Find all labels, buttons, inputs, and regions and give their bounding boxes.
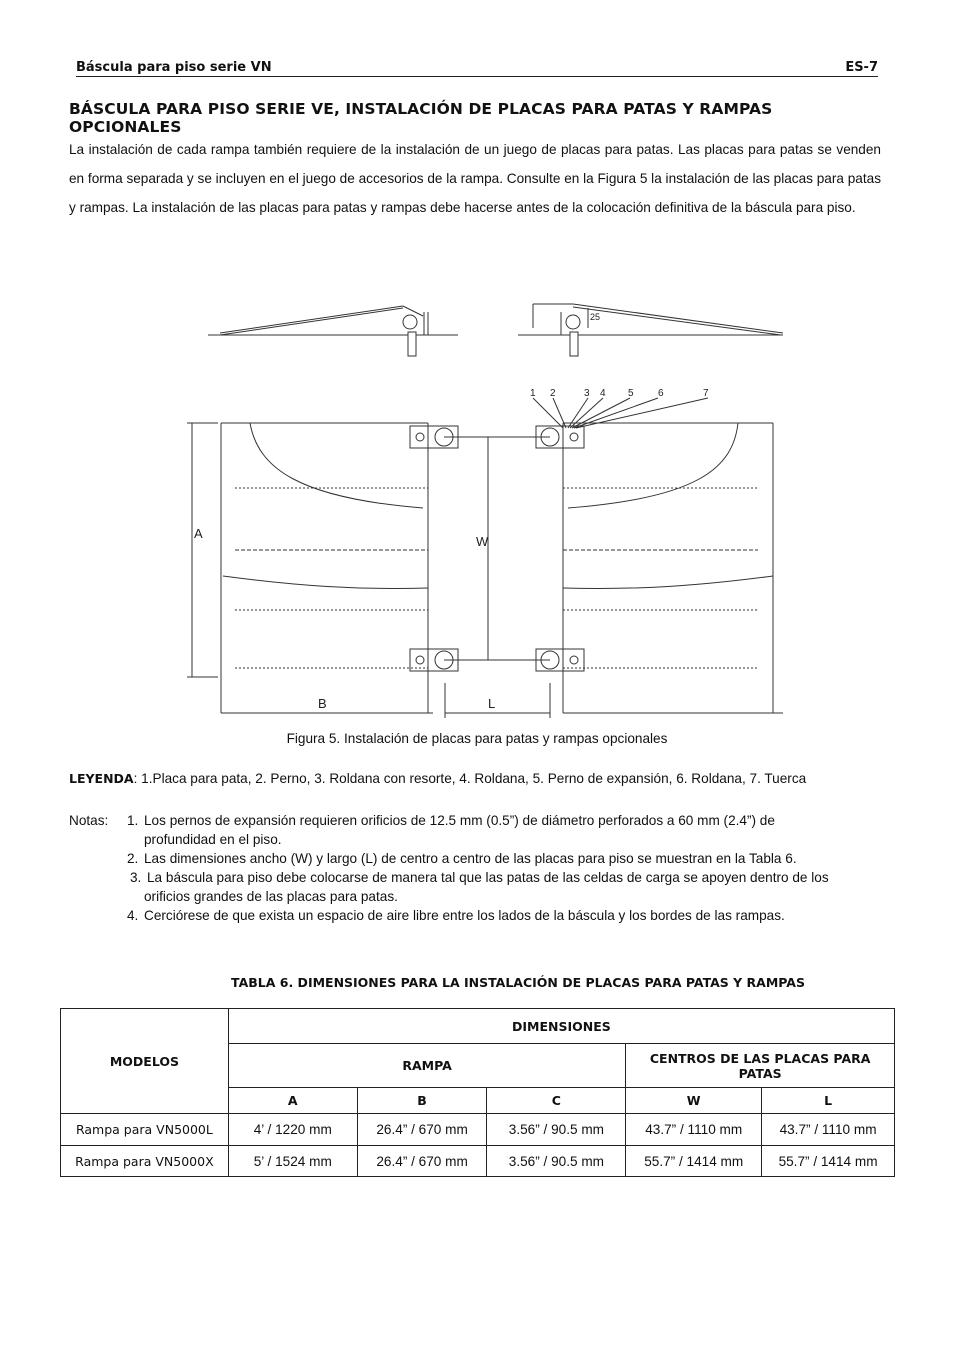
note-1-cont: profundidad en el piso. xyxy=(144,832,282,847)
header-centers: CENTROS DE LAS PLACAS PARA PATAS xyxy=(626,1044,895,1088)
header-models: MODELOS xyxy=(61,1009,229,1114)
installation-figure xyxy=(178,298,786,718)
col-a: A xyxy=(228,1088,357,1114)
col-b: B xyxy=(357,1088,487,1114)
page-header xyxy=(76,60,878,77)
callout-5: 5 xyxy=(628,388,634,399)
col-c: C xyxy=(487,1088,626,1114)
note-1: 1. Los pernos de expansión requieren orificios de 12.5 mm (0.5”) de diámetro perforados a 60 mm (2.4”) de xyxy=(127,813,775,828)
callout-1: 1 xyxy=(530,388,536,399)
col-w: W xyxy=(626,1088,762,1114)
page-number: ES-7 xyxy=(845,60,878,75)
table-caption: TABLA 6. DIMENSIONES PARA LA INSTALACIÓN DE PLACAS PARA PATAS Y RAMPAS xyxy=(231,975,805,990)
legend-text: : 1.Placa para pata, 2. Perno, 3. Roldana con resorte, 4. Roldana, 5. Perno de expansión, 6. Roldana, 7. Tuerca xyxy=(133,771,807,786)
dim-25-label: 25 xyxy=(590,312,601,322)
note-2: 2. Las dimensiones ancho (W) y largo (L) de centro a centro de las placas para piso se muestran en la Tabla 6. xyxy=(127,851,797,866)
callout-7: 7 xyxy=(703,388,709,399)
dim-b-label: B xyxy=(318,696,327,711)
header-title: Báscula para piso serie VN xyxy=(76,60,272,75)
section-title: BÁSCULA PARA PISO SERIE VE, INSTALACIÓN DE PLACAS PARA PATAS Y RAMPAS OPCIONALES xyxy=(69,100,773,136)
left-side-view xyxy=(208,306,458,356)
left-plan-view xyxy=(221,423,458,713)
callout-3: 3 xyxy=(584,388,590,399)
header-ramp: RAMPA xyxy=(228,1044,625,1088)
callout-6: 6 xyxy=(658,388,664,399)
note-4: 4. Cerciórese de que exista un espacio de aire libre entre los lados de la báscula y los bordes de las rampas. xyxy=(127,908,785,923)
figure-caption: Figura 5. Instalación de placas para patas y rampas opcionales xyxy=(286,731,668,746)
note-3-cont: orificios grandes de las placas para patas. xyxy=(144,889,398,904)
table-row: Rampa para VN5000L 4’ / 1220 mm 26.4” / 670 mm 3.56” / 90.5 mm 43.7” / 1110 mm 43.7” / 1110 mm xyxy=(61,1114,895,1146)
legend-label: LEYENDA xyxy=(69,771,134,786)
dim-a-label: A xyxy=(194,526,203,541)
dimensions-table xyxy=(60,1008,895,1177)
legend xyxy=(69,771,909,786)
dim-w-label: W xyxy=(476,534,489,549)
note-3: 3. La báscula para piso debe colocarse de manera tal que las patas de las celdas de carga se apoyen dentro de los xyxy=(130,870,829,885)
table-row: Rampa para VN5000X 5’ / 1524 mm 26.4” / 670 mm 3.56” / 90.5 mm 55.7” / 1414 mm 55.7” / 1414 mm xyxy=(61,1146,895,1177)
callout-4: 4 xyxy=(600,388,606,399)
intro-paragraph: La instalación de cada rampa también requiere de la instalación de un juego de placas para patas. Las placas para patas se venden en forma separada y se incluyen en el juego de accesorios de la rampa. Consulte en la Figura 5 la instalación de las placas para patas y rampas. La instalación de las placas para patas y rampas debe hacerse antes de la colocación definitiva de la báscula para piso. xyxy=(69,142,881,215)
dim-l-label: L xyxy=(488,696,496,711)
col-l: L xyxy=(762,1088,895,1114)
right-side-view xyxy=(518,304,783,356)
callout-2: 2 xyxy=(550,388,556,399)
right-plan-view xyxy=(536,423,783,713)
notes-label: Notas: xyxy=(69,813,109,828)
header-dimensions: DIMENSIONES xyxy=(228,1009,894,1044)
